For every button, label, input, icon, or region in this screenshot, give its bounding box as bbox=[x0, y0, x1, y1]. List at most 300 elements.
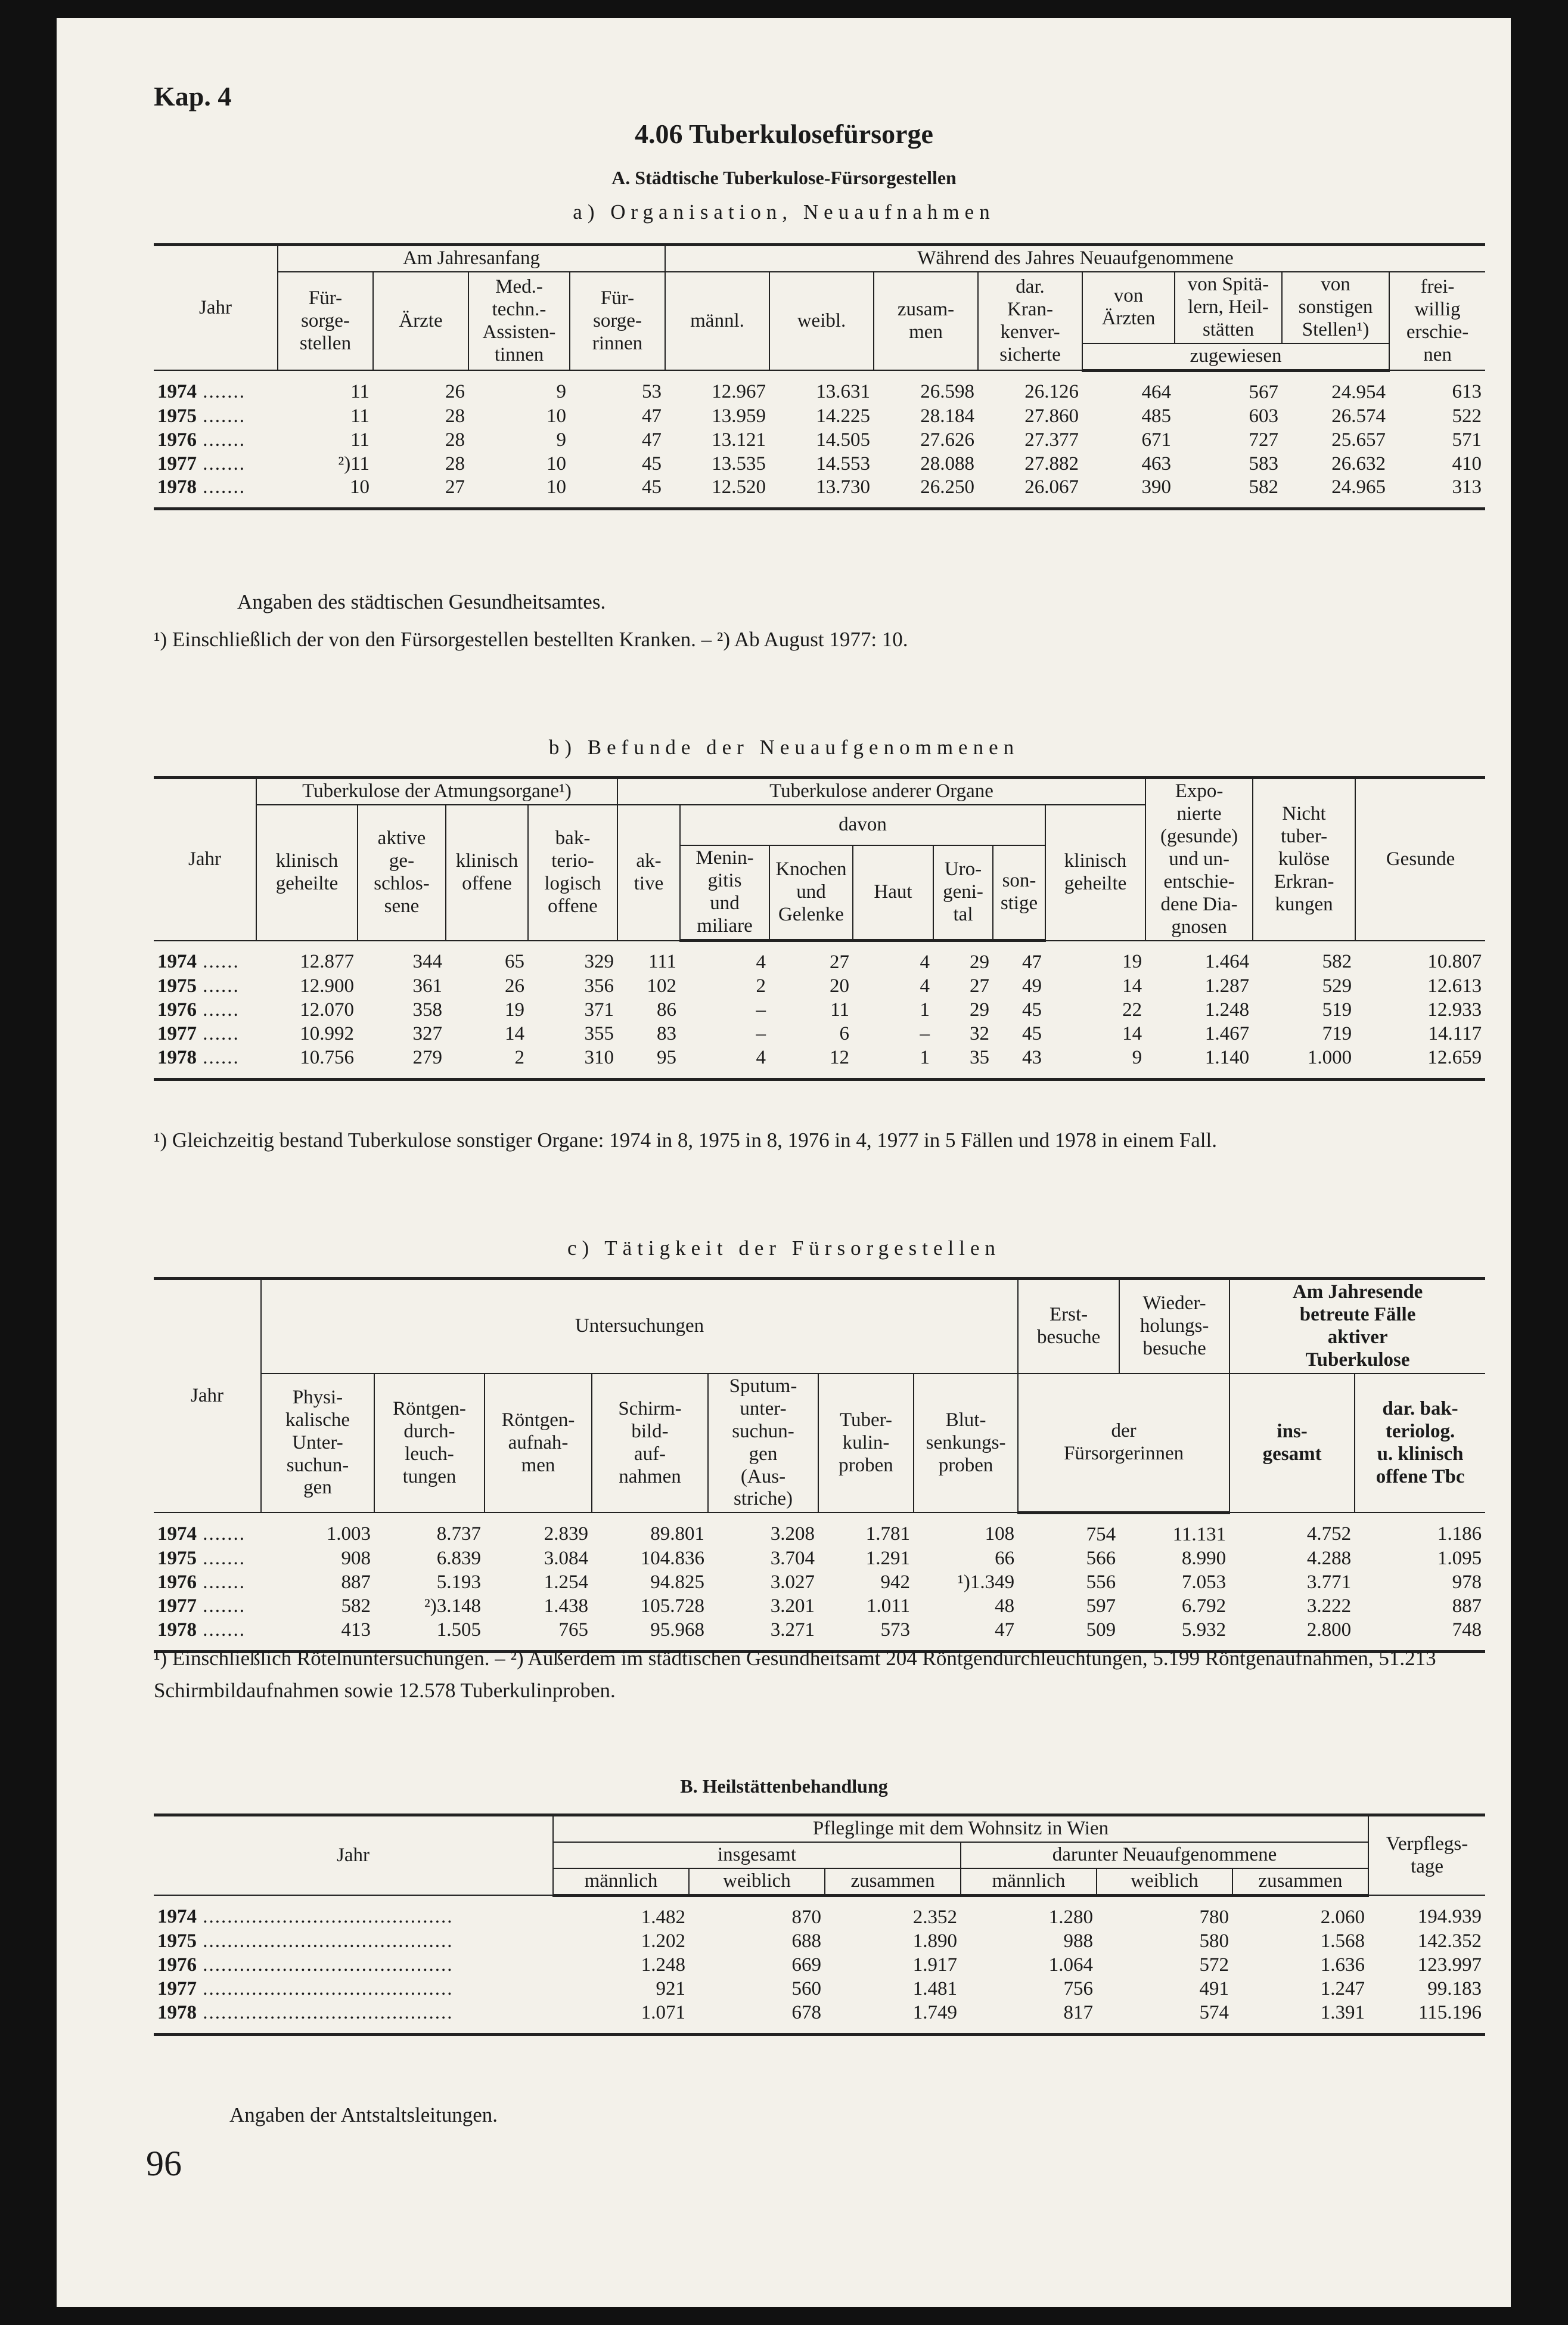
chapter-label: Kap. 4 bbox=[154, 81, 232, 111]
row-year bbox=[154, 1977, 553, 2001]
table-cell: 4.752 bbox=[1306, 1523, 1352, 1545]
table-cell: 1.568 bbox=[1320, 1930, 1365, 1952]
leader-dots: ....... bbox=[197, 476, 246, 498]
table-cell: 9 bbox=[556, 380, 566, 402]
table-cell: 574 bbox=[1097, 2001, 1232, 2034]
header-jahr: Jahr bbox=[154, 1279, 261, 1513]
table-cell: 560 bbox=[791, 1977, 821, 2000]
table-cell: 11 bbox=[830, 999, 849, 1021]
table-row bbox=[154, 1895, 1485, 1929]
table-cell: 519 bbox=[1322, 999, 1352, 1021]
row-year bbox=[154, 1046, 256, 1079]
table-cell: 13.535 bbox=[712, 452, 766, 475]
table-cell: 3.771 bbox=[1306, 1571, 1352, 1593]
table-cell: 11 bbox=[350, 405, 370, 427]
table-cell: 463 bbox=[1141, 452, 1172, 475]
row-year bbox=[154, 2001, 553, 2034]
section-a-title: A. Städtische Tuberkulose-Fürsorgestellen bbox=[611, 167, 957, 188]
table-row bbox=[154, 1571, 1485, 1595]
table-cell: 1.202 bbox=[641, 1930, 685, 1952]
table-cell: – bbox=[756, 999, 766, 1021]
table-cell: 1.064 bbox=[1048, 1954, 1093, 1976]
table-a-subtitle: a) Organisation, Neuaufnahmen bbox=[573, 200, 995, 224]
table-cell: 14.553 bbox=[816, 452, 871, 475]
table-cell: 111 bbox=[648, 951, 676, 973]
table-cell: 1.248 bbox=[1204, 999, 1250, 1021]
header-col: ins- gesamt bbox=[1229, 1374, 1355, 1513]
table-cell: 26.067 bbox=[978, 476, 1082, 509]
table-cell: 26 bbox=[445, 380, 465, 402]
header-col: Menin- gitis und miliare bbox=[680, 845, 769, 940]
table-cell: 47 bbox=[642, 405, 662, 427]
table-cell: 48 bbox=[995, 1595, 1015, 1617]
table-cell: 765 bbox=[485, 1619, 592, 1651]
table-cell: 1.482 bbox=[641, 1906, 685, 1928]
year-label: 1975 bbox=[157, 1930, 197, 1952]
table-cell: 1.438 bbox=[544, 1595, 588, 1617]
leader-dots: ...... bbox=[197, 999, 240, 1021]
row-year bbox=[154, 1547, 261, 1571]
row-year bbox=[154, 405, 278, 429]
header-col: Für- sorge- rinnen bbox=[570, 272, 665, 370]
table-cell: 95 bbox=[617, 1046, 680, 1079]
table-cell: 19 bbox=[1122, 951, 1142, 973]
header-col: Knochen und Gelenke bbox=[769, 845, 853, 940]
table-cell: 4 bbox=[920, 951, 930, 974]
table-cell: 3.222 bbox=[1306, 1595, 1352, 1617]
header-col: Haut bbox=[853, 845, 933, 940]
header-col: klinisch geheilte bbox=[256, 805, 358, 941]
table-cell: 22 bbox=[1122, 999, 1142, 1021]
header-pfleglinge: Pfleglinge mit dem Wohnsitz in Wien bbox=[553, 1815, 1368, 1842]
row-year bbox=[154, 370, 278, 404]
table-cell: 1 bbox=[853, 1046, 933, 1079]
table-cell: 14.117 bbox=[1428, 1022, 1482, 1044]
table-cell: 1.248 bbox=[641, 1954, 685, 1976]
row-year bbox=[154, 1022, 256, 1046]
table-cell: 5.932 bbox=[1119, 1619, 1229, 1651]
table-cell: 1.467 bbox=[1204, 1022, 1250, 1044]
table-row bbox=[154, 999, 1485, 1022]
leader-dots: ....... bbox=[197, 1571, 246, 1593]
header-darunter: darunter Neuaufgenommene bbox=[961, 1842, 1368, 1868]
table-cell: 10 bbox=[468, 476, 570, 509]
table-row bbox=[154, 476, 1485, 509]
table-cell: 66 bbox=[995, 1547, 1015, 1569]
table-cell: 6.839 bbox=[436, 1547, 481, 1569]
table-cell: 10.992 bbox=[300, 1022, 354, 1044]
table-cell: 65 bbox=[505, 951, 524, 973]
header-col: Sputum- unter- suchun- gen (Aus- striche) bbox=[708, 1374, 818, 1513]
table-cell: 12.613 bbox=[1427, 975, 1482, 997]
table-cell: 8.737 bbox=[436, 1523, 481, 1545]
year-label: 1976 bbox=[157, 429, 197, 451]
table-cell: 1.247 bbox=[1320, 1977, 1365, 2000]
table-c-subtitle: c) Tätigkeit der Fürsorgestellen bbox=[567, 1236, 1001, 1260]
table-cell: 1.890 bbox=[912, 1930, 957, 1952]
table-cell: 10 bbox=[278, 476, 373, 509]
leader-dots: ....... bbox=[197, 429, 246, 451]
table-a-footnote: ¹) Einschließlich der von den Fürsorgestellen bestellten Kranken. – ²) Ab August 1977: 10. bbox=[154, 628, 908, 651]
row-year bbox=[154, 1571, 261, 1595]
table-row bbox=[154, 1547, 1485, 1571]
header-jahr: Jahr bbox=[154, 245, 278, 371]
header-insgesamt: insgesamt bbox=[553, 1842, 961, 1868]
table-row bbox=[154, 1512, 1485, 1546]
leader-dots: ......................................... bbox=[197, 2001, 454, 2023]
table-cell: 310 bbox=[528, 1046, 617, 1079]
table-cell: 13.121 bbox=[712, 429, 766, 451]
table-cell: 53 bbox=[642, 380, 662, 402]
table-cell: 413 bbox=[261, 1619, 374, 1651]
year-label: 1974 bbox=[157, 1906, 197, 1928]
year-label: 1977 bbox=[157, 452, 197, 475]
table-cell: 1.011 bbox=[866, 1595, 910, 1617]
table-cell: 12.659 bbox=[1355, 1046, 1485, 1079]
table-cell: 817 bbox=[961, 2001, 1097, 2034]
table-organisation bbox=[154, 243, 1485, 510]
header-atmungsorgane: Tuberkulose der Atmungsorgane¹) bbox=[256, 778, 617, 805]
table-cell: 329 bbox=[584, 951, 614, 973]
table-cell: 485 bbox=[1141, 405, 1172, 427]
table-cell: 28.088 bbox=[920, 452, 975, 475]
table-row bbox=[154, 975, 1485, 999]
header-davon: davon bbox=[680, 805, 1045, 845]
table-row bbox=[154, 1954, 1485, 1977]
table-cell: 105.728 bbox=[640, 1595, 704, 1617]
table-cell: 2.839 bbox=[544, 1523, 588, 1545]
header-zugewiesen: zugewiesen bbox=[1082, 343, 1389, 370]
table-cell: 26 bbox=[505, 975, 524, 997]
header-col: von sonstigen Stellen¹) bbox=[1282, 272, 1389, 343]
table-cell: 1.000 bbox=[1253, 1046, 1355, 1079]
table-cell: 356 bbox=[584, 975, 614, 997]
table-cell: 2.352 bbox=[912, 1906, 957, 1928]
header-am-jahresanfang: Am Jahresanfang bbox=[278, 245, 665, 272]
header-col: Tuber- kulin- proben bbox=[818, 1374, 914, 1513]
page-number: 96 bbox=[146, 2144, 182, 2183]
table-cell: 20 bbox=[830, 975, 849, 997]
table-cell: 597 bbox=[1086, 1595, 1116, 1617]
table-cell: 11.131 bbox=[1172, 1523, 1227, 1545]
table-cell: 45 bbox=[570, 476, 665, 509]
table-cell: 6.792 bbox=[1181, 1595, 1227, 1617]
table-cell: 1.917 bbox=[912, 1954, 957, 1976]
header-col: weiblich bbox=[689, 1868, 825, 1895]
leader-dots: ......................................... bbox=[197, 1906, 454, 1928]
table-cell: 194.939 bbox=[1417, 1906, 1482, 1928]
table-cell: 14 bbox=[1122, 975, 1142, 997]
table-cell: 94.825 bbox=[650, 1571, 704, 1593]
header-col: klinisch geheilte bbox=[1045, 805, 1145, 941]
table-cell: 3.084 bbox=[544, 1547, 588, 1569]
table-c-footnote: ¹) Einschließlich Rötelnuntersuchungen. – ²) Außerdem im städtischen Gesundheitsamt 204 Röntgendurchleuchtungen, 5.199 Röntgenaufnahmen, 51.213 Schirmbildaufnahmen sowie 12.578 Tuberkulinproben. bbox=[154, 1647, 1436, 1703]
table-row bbox=[154, 429, 1485, 452]
table-cell: 27 bbox=[373, 476, 468, 509]
header-am-jahresende: Am Jahresende betreute Fälle aktiver Tuberkulose bbox=[1229, 1279, 1485, 1374]
table-cell: 47 bbox=[1022, 951, 1042, 974]
table-cell: 25.657 bbox=[1331, 429, 1386, 451]
table-cell: 28 bbox=[445, 429, 465, 451]
year-label: 1978 bbox=[157, 476, 197, 498]
table-cell: 1.781 bbox=[865, 1523, 910, 1545]
table-cell: 86 bbox=[657, 999, 676, 1021]
table-cell: 942 bbox=[880, 1571, 910, 1593]
table-cell: 26.632 bbox=[1331, 452, 1386, 475]
header-col: männlich bbox=[961, 1868, 1097, 1895]
table-cell: 32 bbox=[970, 1022, 989, 1044]
table-cell: 613 bbox=[1452, 380, 1482, 402]
table-cell: 529 bbox=[1322, 975, 1352, 997]
row-year bbox=[154, 452, 278, 476]
row-year bbox=[154, 941, 256, 975]
table-cell: 13.959 bbox=[712, 405, 766, 427]
table-cell: 14 bbox=[505, 1022, 524, 1044]
table-cell: 6 bbox=[839, 1022, 849, 1044]
table-cell: 671 bbox=[1141, 429, 1172, 451]
table-cell: 10 bbox=[547, 452, 566, 475]
row-year bbox=[154, 1954, 553, 1977]
header-col: Physi- kalische Unter- suchun- gen bbox=[261, 1374, 374, 1513]
header-col: dar. Kran- kenver- sicherte bbox=[978, 272, 1082, 370]
table-cell: 27 bbox=[970, 975, 989, 997]
table-cell: 26.574 bbox=[1331, 405, 1386, 427]
year-label: 1975 bbox=[157, 405, 197, 427]
table-cell: 102 bbox=[647, 975, 676, 997]
table-cell: 1.464 bbox=[1204, 951, 1250, 973]
table-cell: 24.954 bbox=[1331, 381, 1386, 403]
header-col: Uro- geni- tal bbox=[933, 845, 993, 940]
header-neuaufgenommene: Während des Jahres Neuaufgenommene bbox=[665, 245, 1485, 272]
table-cell: 3.271 bbox=[708, 1619, 818, 1651]
table-row bbox=[154, 405, 1485, 429]
table-cell: 688 bbox=[791, 1930, 821, 1952]
table-cell: 1.003 bbox=[326, 1523, 371, 1545]
table-cell: 104.836 bbox=[640, 1547, 704, 1569]
table-cell: 12.967 bbox=[712, 380, 766, 402]
header-col: Schirm- bild- auf- nahmen bbox=[592, 1374, 708, 1513]
table-cell: 582 bbox=[1322, 951, 1352, 973]
table-cell: 361 bbox=[412, 975, 442, 997]
header-col: weibl. bbox=[769, 272, 874, 370]
table-cell: 11 bbox=[350, 380, 370, 402]
table-befunde bbox=[154, 776, 1485, 1081]
table-cell: 1.140 bbox=[1145, 1046, 1253, 1079]
table-row bbox=[154, 2001, 1485, 2034]
table-cell: 582 bbox=[1175, 476, 1282, 509]
header-col: aktive ge- schlos- sene bbox=[358, 805, 446, 941]
table-cell: 358 bbox=[412, 999, 442, 1021]
header-col: Ärzte bbox=[373, 272, 468, 370]
table-cell: 2.060 bbox=[1320, 1906, 1365, 1928]
table-cell: 567 bbox=[1249, 381, 1279, 403]
header-col: Für- sorge- stellen bbox=[278, 272, 373, 370]
table-cell: 1.636 bbox=[1320, 1954, 1365, 1976]
table-cell: 123.997 bbox=[1417, 1954, 1482, 1976]
table-cell: 1.254 bbox=[544, 1571, 588, 1593]
leader-dots: ......................................... bbox=[197, 1954, 454, 1976]
table-cell: 3.027 bbox=[770, 1571, 815, 1593]
header-col: Röntgen- durch- leuch- tungen bbox=[374, 1374, 485, 1513]
leader-dots: ......................................... bbox=[197, 1977, 454, 2000]
table-cell: 8.990 bbox=[1181, 1547, 1227, 1569]
table-cell: 509 bbox=[1018, 1619, 1119, 1651]
table-cell: 1.481 bbox=[912, 1977, 957, 2000]
table-row bbox=[154, 452, 1485, 476]
table-cell: 571 bbox=[1452, 429, 1482, 451]
table-cell: 24.965 bbox=[1282, 476, 1389, 509]
table-cell: 978 bbox=[1452, 1571, 1482, 1593]
table-cell: 11 bbox=[350, 429, 370, 451]
table-cell: 4 bbox=[680, 1046, 769, 1079]
table-a-source: Angaben des städtischen Gesundheitsamtes. bbox=[237, 590, 606, 613]
section-b-title: B. Heilstättenbehandlung bbox=[680, 1775, 888, 1797]
table-cell: 45 bbox=[1022, 999, 1042, 1021]
header-col: klinisch offene bbox=[446, 805, 528, 941]
table-row bbox=[154, 1930, 1485, 1954]
leader-dots: ....... bbox=[197, 452, 246, 475]
table-cell: 582 bbox=[341, 1595, 371, 1617]
table-cell: 4 bbox=[920, 975, 930, 997]
header-col: zusammen bbox=[825, 1868, 961, 1895]
table-b-subtitle: b) Befunde der Neuaufgenommenen bbox=[548, 736, 1020, 759]
table-cell: 2 bbox=[756, 975, 766, 997]
table-cell: 313 bbox=[1389, 476, 1485, 509]
table-cell: 3.208 bbox=[770, 1523, 815, 1545]
table-cell: 108 bbox=[985, 1523, 1015, 1545]
table-cell: 390 bbox=[1082, 476, 1175, 509]
table-cell: 410 bbox=[1452, 452, 1482, 475]
table-cell: 603 bbox=[1249, 405, 1279, 427]
header-col: weiblich bbox=[1097, 1868, 1232, 1895]
table-cell: ²)11 bbox=[338, 452, 370, 475]
leader-dots: ...... bbox=[197, 951, 240, 973]
leader-dots: ....... bbox=[197, 1595, 246, 1617]
header-col: Nicht tuber- kulöse Erkran- kungen bbox=[1253, 778, 1355, 941]
table-cell: 83 bbox=[657, 1022, 676, 1044]
header-col: zusammen bbox=[1232, 1868, 1368, 1895]
table-cell: 754 bbox=[1086, 1523, 1116, 1545]
table-cell: 491 bbox=[1199, 1977, 1229, 2000]
table-row bbox=[154, 941, 1485, 975]
leader-dots: ....... bbox=[197, 1619, 246, 1641]
table-cell: 371 bbox=[584, 999, 614, 1021]
year-label: 1978 bbox=[157, 1046, 197, 1068]
year-label: 1974 bbox=[157, 951, 197, 973]
header-andere-organe: Tuberkulose anderer Organe bbox=[617, 778, 1145, 805]
table-cell: 279 bbox=[358, 1046, 446, 1079]
table-cell: 9 bbox=[1045, 1046, 1145, 1079]
table-cell: 580 bbox=[1199, 1930, 1229, 1952]
table-cell: 887 bbox=[341, 1571, 371, 1593]
table-cell: ¹)1.349 bbox=[957, 1571, 1015, 1593]
year-label: 1977 bbox=[157, 1595, 197, 1617]
header-col: männl. bbox=[665, 272, 769, 370]
table-cell: 10.756 bbox=[256, 1046, 358, 1079]
table-cell: 13.730 bbox=[769, 476, 874, 509]
table-cell: 1 bbox=[920, 999, 930, 1021]
table-cell: 27 bbox=[830, 951, 849, 974]
table-cell: ²)3.148 bbox=[424, 1595, 481, 1617]
table-cell: 1.095 bbox=[1437, 1547, 1482, 1569]
leader-dots: ...... bbox=[197, 1046, 240, 1068]
year-label: 1975 bbox=[157, 975, 197, 997]
table-cell: 3.201 bbox=[770, 1595, 815, 1617]
table-cell: 719 bbox=[1322, 1022, 1352, 1044]
table-cell: 27.882 bbox=[1024, 452, 1079, 475]
table-cell: 678 bbox=[689, 2001, 825, 2034]
table-cell: 10 bbox=[547, 405, 566, 427]
table-cell: 566 bbox=[1086, 1547, 1116, 1569]
table-cell: 669 bbox=[791, 1954, 821, 1976]
year-label: 1977 bbox=[157, 1022, 197, 1044]
table-cell: 28.184 bbox=[920, 405, 975, 427]
year-label: 1974 bbox=[157, 1523, 197, 1545]
table-cell: 5.193 bbox=[436, 1571, 481, 1593]
table-cell: 870 bbox=[791, 1906, 821, 1928]
row-year bbox=[154, 476, 278, 509]
table-cell: 12 bbox=[769, 1046, 853, 1079]
table-row bbox=[154, 1046, 1485, 1079]
table-cell: 355 bbox=[584, 1022, 614, 1044]
header-jahr: Jahr bbox=[154, 1815, 553, 1896]
row-year bbox=[154, 1895, 553, 1929]
table-cell: 27.377 bbox=[1024, 429, 1079, 451]
table-cell: 115.196 bbox=[1368, 2001, 1485, 2034]
table-row bbox=[154, 370, 1485, 404]
header-der-fuersorgerinnen: der Fürsorgerinnen bbox=[1018, 1374, 1229, 1513]
table-cell: 28 bbox=[445, 452, 465, 475]
table-cell: 47 bbox=[914, 1619, 1018, 1651]
header-col: son- stige bbox=[993, 845, 1045, 940]
table-cell: 3.704 bbox=[770, 1547, 815, 1569]
table-cell: – bbox=[756, 1022, 766, 1044]
header-col: dar. bak- teriolog. u. klinisch offene Tbc bbox=[1355, 1374, 1485, 1513]
header-col: von Ärzten bbox=[1082, 272, 1175, 343]
table-cell: 29 bbox=[970, 951, 989, 974]
table-cell: 327 bbox=[412, 1022, 442, 1044]
table-cell: 572 bbox=[1199, 1954, 1229, 1976]
table-cell: 887 bbox=[1452, 1595, 1482, 1617]
table-cell: 35 bbox=[933, 1046, 993, 1079]
header-wiederholungsbesuche: Wieder- holungs- besuche bbox=[1119, 1279, 1229, 1374]
table-cell: 142.352 bbox=[1417, 1930, 1482, 1952]
header-col: ak- tive bbox=[617, 805, 680, 941]
header-col: Med.- techn.- Assisten- tinnen bbox=[468, 272, 570, 370]
year-label: 1977 bbox=[157, 1977, 197, 2000]
table-heilstaetten bbox=[154, 1814, 1485, 2036]
table-cell: 921 bbox=[656, 1977, 685, 2000]
header-col: bak- terio- logisch offene bbox=[528, 805, 617, 941]
table-cell: 1.280 bbox=[1048, 1906, 1093, 1928]
table-cell: 344 bbox=[412, 951, 442, 973]
table-b-footnote: ¹) Gleichzeitig bestand Tuberkulose sonstiger Organe: 1974 in 8, 1975 in 8, 1976 in 4, 1977 in 5 Fällen und 1978 in einem Fall. bbox=[154, 1129, 1217, 1152]
year-label: 1978 bbox=[157, 2001, 197, 2023]
header-col: Röntgen- aufnah- men bbox=[485, 1374, 592, 1513]
leader-dots: ....... bbox=[197, 405, 246, 427]
header-col: von Spitä- lern, Heil- stätten bbox=[1175, 272, 1282, 343]
table-cell: 45 bbox=[642, 452, 662, 475]
table-cell: – bbox=[920, 1022, 930, 1044]
row-year bbox=[154, 1930, 553, 1954]
table-cell: 464 bbox=[1141, 381, 1172, 403]
table-cell: 2.800 bbox=[1229, 1619, 1355, 1651]
leader-dots: ...... bbox=[197, 1022, 240, 1044]
row-year bbox=[154, 975, 256, 999]
table-cell: 28 bbox=[445, 405, 465, 427]
table-cell: 780 bbox=[1199, 1906, 1229, 1928]
table-cell: 99.183 bbox=[1427, 1977, 1482, 2000]
